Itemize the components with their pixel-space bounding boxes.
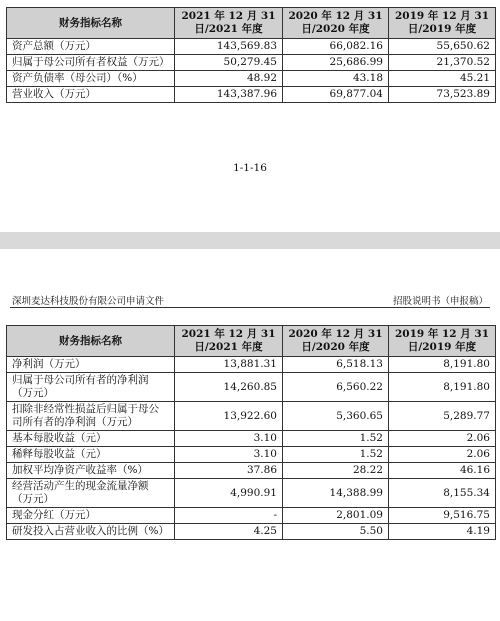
cell-2020: 28.22 [283, 463, 389, 479]
cell-2020: 5.50 [283, 524, 389, 540]
table-row [7, 373, 496, 402]
header-indicator-name: 财务指标名称 [7, 8, 175, 39]
cell-2019: 4.19 [389, 524, 496, 540]
cell-2021: 4.25 [175, 524, 283, 540]
cell-2020: 1.52 [283, 431, 389, 447]
cell-2019: 8,191.80 [389, 357, 496, 373]
cell-2020: 66,082.16 [283, 39, 389, 55]
cell-2021: 13,922.60 [175, 402, 283, 431]
row-label: 现金分红（万元） [7, 508, 175, 524]
table-row [7, 71, 496, 87]
cell-2019: 2.06 [389, 447, 496, 463]
document-page-1 [0, 0, 500, 232]
table-row [7, 357, 496, 373]
cell-2019: 8,191.80 [389, 373, 496, 402]
cell-2021: - [175, 508, 283, 524]
row-label: 扣除非经常性损益后归属于母公司所有者的净利润（万元） [7, 402, 175, 431]
row-label: 归属于母公司所有者权益（万元） [7, 55, 175, 71]
row-label: 加权平均净资产收益率（%） [7, 463, 175, 479]
cell-2021: 14,260.85 [175, 373, 283, 402]
cell-2019: 8,155.34 [389, 479, 496, 508]
table-row [7, 508, 496, 524]
header-2021: 2021 年 12 月 31 日/2021 年度 [175, 326, 283, 357]
cell-2020: 6,560.22 [283, 373, 389, 402]
header-indicator-name: 财务指标名称 [7, 326, 175, 357]
table-row [7, 39, 496, 55]
table-row [7, 402, 496, 431]
cell-2019: 46.16 [389, 463, 496, 479]
row-label: 净利润（万元） [7, 357, 175, 373]
header-2020: 2020 年 12 月 31 日/2020 年度 [283, 326, 389, 357]
financial-indicators-table-bottom [6, 325, 496, 540]
cell-2021: 143,569.83 [175, 39, 283, 55]
running-header-left: 深圳麦达科技股份有限公司申请文件 [12, 296, 165, 307]
cell-2020: 14,388.99 [283, 479, 389, 508]
cell-2019: 5,289.77 [389, 402, 496, 431]
cell-2020: 2,801.09 [283, 508, 389, 524]
cell-2021: 50,279.45 [175, 55, 283, 71]
cell-2020: 6,518.13 [283, 357, 389, 373]
header-2019: 2019 年 12 月 31 日/2019 年度 [389, 8, 496, 39]
cell-2019: 2.06 [389, 431, 496, 447]
table-row [7, 87, 496, 103]
cell-2019: 21,370.52 [389, 55, 496, 71]
cell-2021: 4,990.91 [175, 479, 283, 508]
row-label: 研发投入占营业收入的比例（%） [7, 524, 175, 540]
cell-2019: 73,523.89 [389, 87, 496, 103]
financial-indicators-table-top [6, 7, 496, 103]
cell-2020: 69,877.04 [283, 87, 389, 103]
page-number: 1-1-16 [233, 162, 267, 174]
cell-2021: 3.10 [175, 447, 283, 463]
row-label: 资产负债率（母公司）（%） [7, 71, 175, 87]
table-row [7, 524, 496, 540]
cell-2020: 1.52 [283, 447, 389, 463]
cell-2019: 9,516.75 [389, 508, 496, 524]
cell-2021: 3.10 [175, 431, 283, 447]
cell-2020: 25,686.99 [283, 55, 389, 71]
header-2020: 2020 年 12 月 31 日/2020 年度 [283, 8, 389, 39]
cell-2021: 48.92 [175, 71, 283, 87]
running-header-right: 招股说明书（申报稿） [392, 296, 488, 307]
row-label: 基本每股收益（元） [7, 431, 175, 447]
cell-2021: 37.86 [175, 463, 283, 479]
table-row [7, 55, 496, 71]
header-2019: 2019 年 12 月 31 日/2019 年度 [389, 326, 496, 357]
cell-2021: 143,387.96 [175, 87, 283, 103]
row-label: 资产总额（万元） [7, 39, 175, 55]
cell-2021: 13,881.31 [175, 357, 283, 373]
document-page-2 [0, 249, 500, 621]
row-label: 归属于母公司所有者的净利润（万元） [7, 373, 175, 402]
row-label: 营业收入（万元） [7, 87, 175, 103]
header-2021: 2021 年 12 月 31 日/2021 年度 [175, 8, 283, 39]
table-row [7, 431, 496, 447]
cell-2020: 43.18 [283, 71, 389, 87]
table-row [7, 447, 496, 463]
cell-2019: 55,650.62 [389, 39, 496, 55]
row-label: 经营活动产生的现金流量净额（万元） [7, 479, 175, 508]
table-header-row [7, 8, 496, 39]
table-header-row [7, 326, 496, 357]
table-row [7, 463, 496, 479]
cell-2020: 5,360.65 [283, 402, 389, 431]
table-row [7, 479, 496, 508]
page-separator [0, 232, 500, 249]
cell-2019: 45.21 [389, 71, 496, 87]
header-rule [10, 307, 490, 308]
row-label: 稀释每股收益（元） [7, 447, 175, 463]
